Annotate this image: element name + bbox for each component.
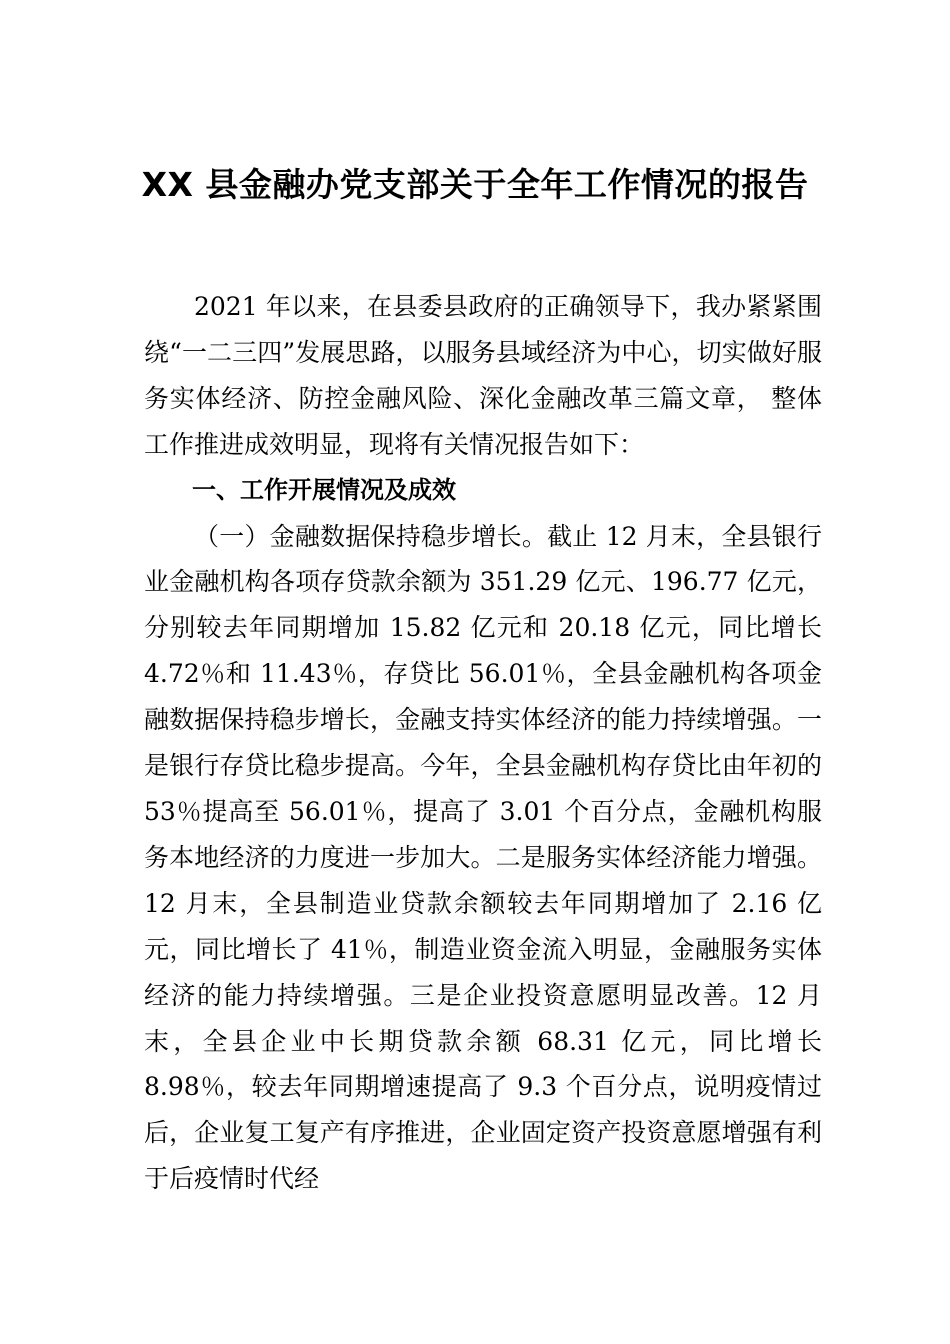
document-title: XX 县金融办党支部关于全年工作情况的报告 — [141, 165, 809, 204]
document-body — [144, 284, 822, 1202]
intro-paragraph: 2021 年以来，在县委县政府的正确领导下，我办紧紧围绕“一二三四”发展思路，以服务县域经济为中心，切实做好服务实体经济、防控金融风险、深化金融改革三篇文章， 整体工作推进成效明显，现将有关情况报告如下： — [144, 292, 822, 459]
body-paragraph: （一）金融数据保持稳步增长。截止 12 月末，全县银行业金融机构各项存贷款余额为 351.29 亿元、196.77 亿元，分别较去年同期增加 15.82 亿元和 20.18 亿元，同比增长 4.72％和 11.43％，存贷比 56.01％，全县金融机构各项金融数据保持稳步增长，金融支持实体经济的能力持续增强。一是银行存贷比稳步提高。今年，全县金融机构存贷比由年初的 53％提高至 56.01％，提高了 3.01 个百分点，金融机构服务本地经济的力度进一步加大。二是服务实体经济能力增强。 12 月末，全县制造业贷款余额较去年同期增加了 2.16 亿元，同比增长了 41％，制造业资金流入明显，金融服务实体经济的能力持续增强。三是企业投资意愿明显改善。12 月末，全县企业中长期贷款余额 68.31 亿元，同比增长 8.98％，较去年同期增速提高了 9.3 个百分点，说明疫情过后，企业复工复产有序推进，企业固定资产投资意愿增强有利于后疫情时代经 — [144, 521, 822, 1194]
section-heading: 一、工作开展情况及成效 — [192, 475, 456, 504]
